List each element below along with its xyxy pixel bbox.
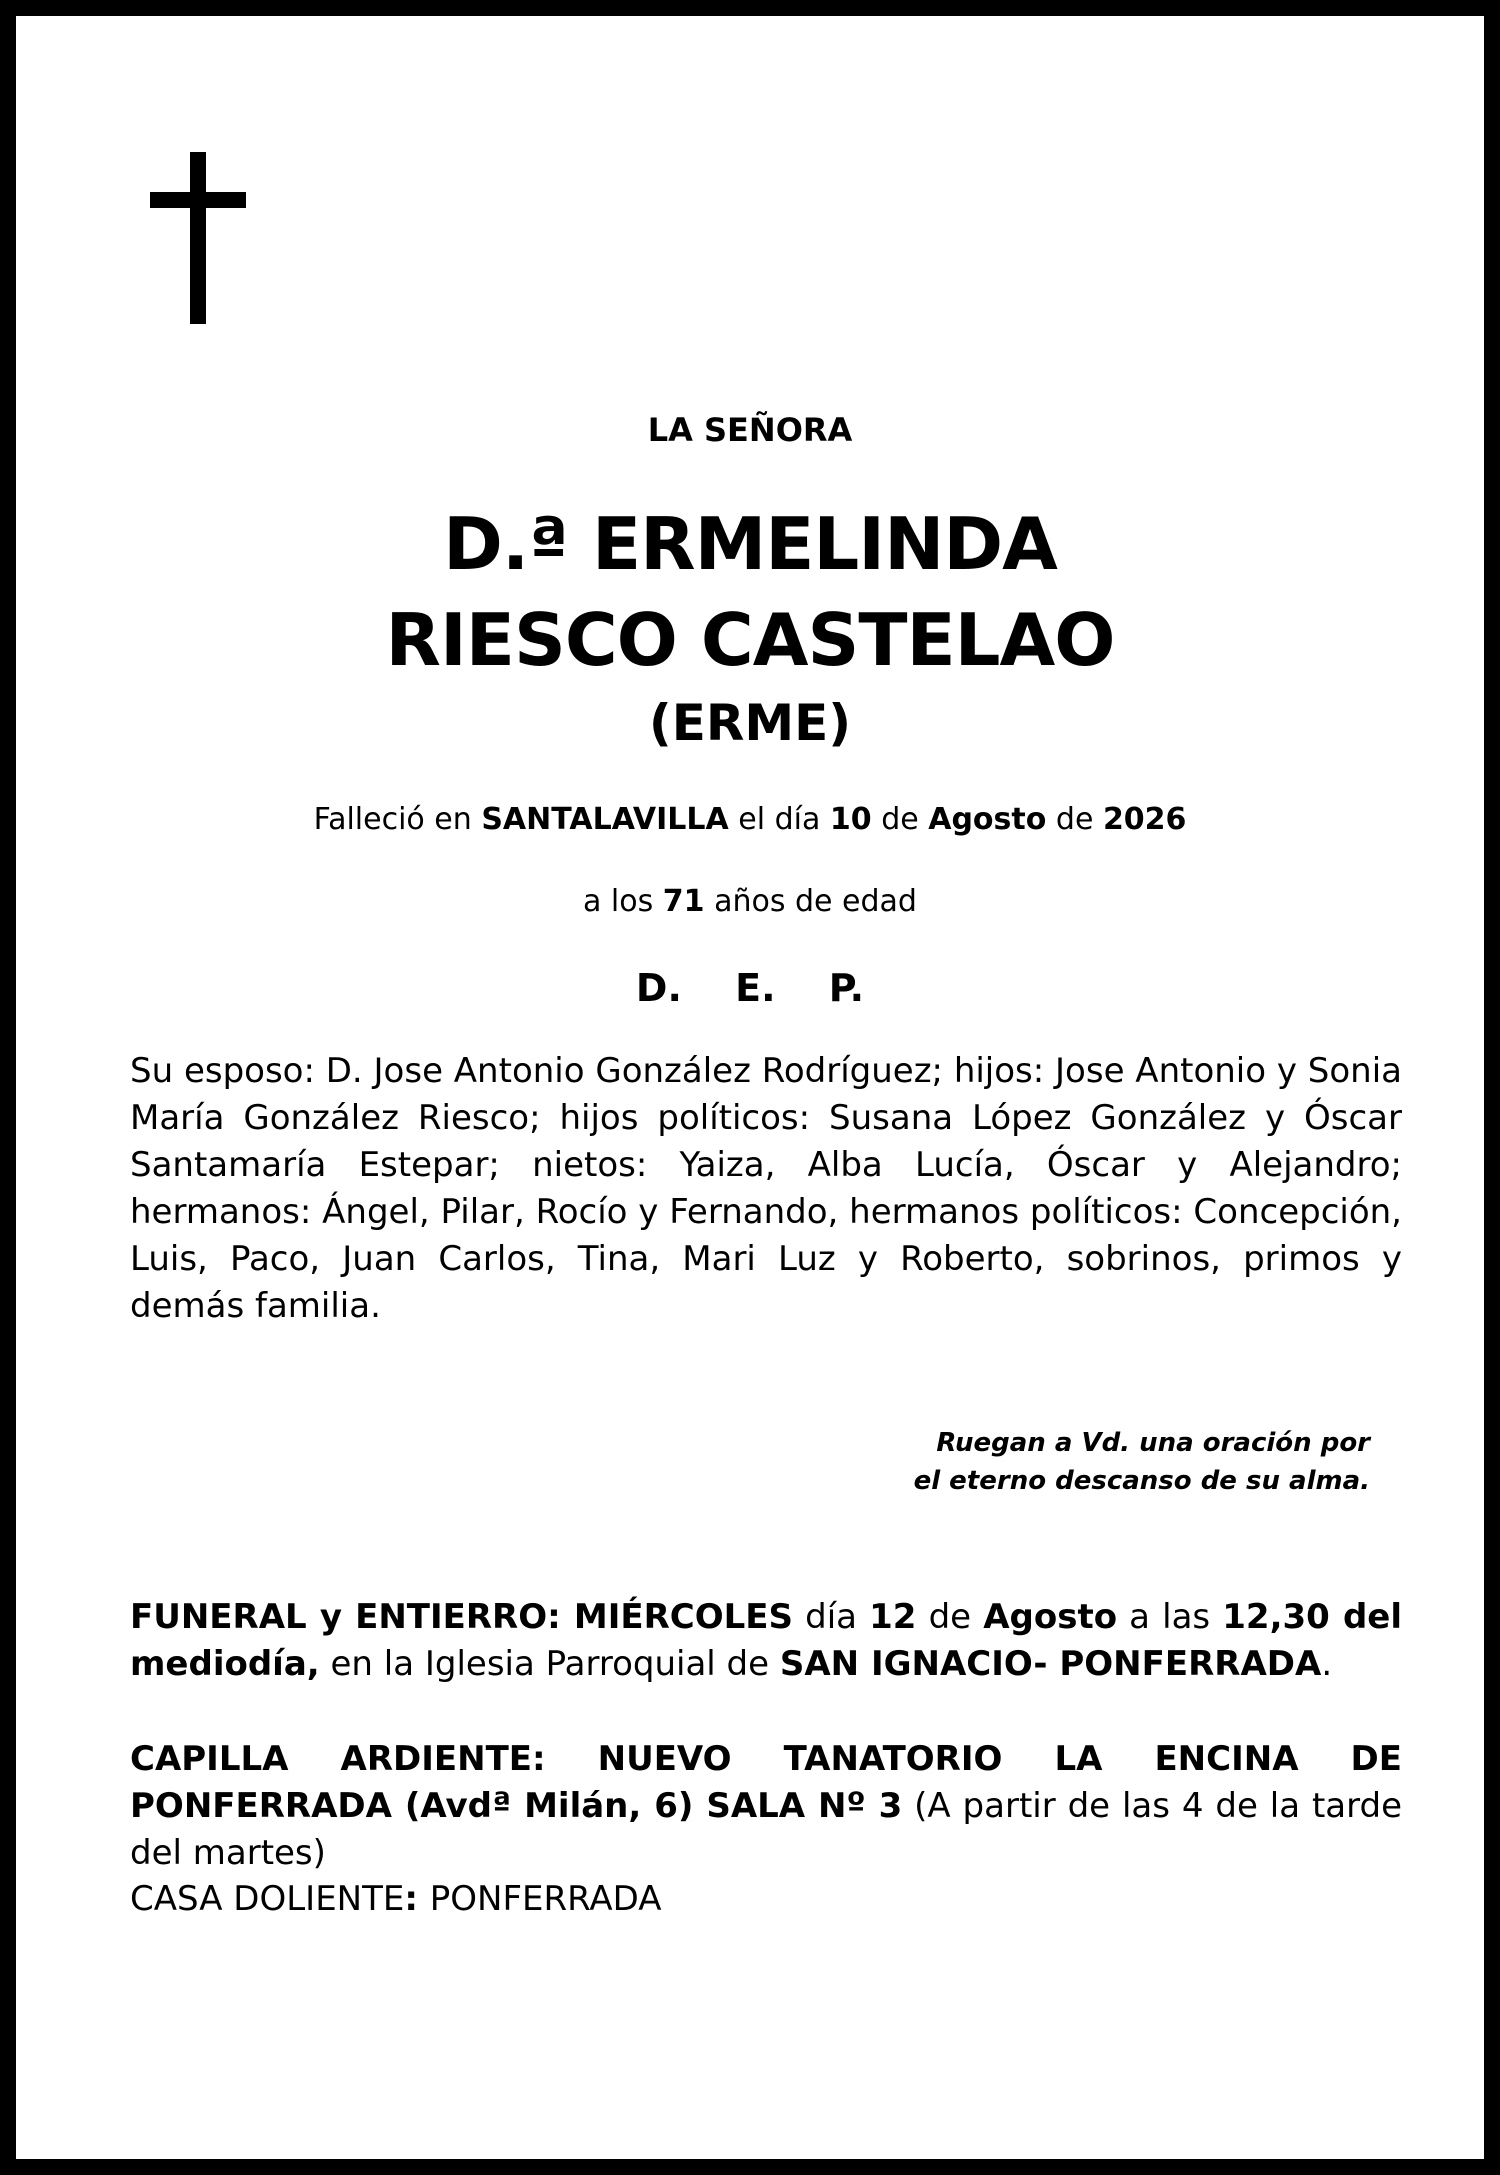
death-statement: [16, 802, 1484, 837]
house-place: PONFERRADA: [429, 1879, 662, 1919]
deceased-alias: (ERME): [648, 694, 852, 752]
name-line-2: RIESCO CASTELAO: [385, 598, 1115, 682]
chapel-details: [130, 1736, 1402, 1877]
funeral-church: SAN IGNACIO- PONFERRADA: [779, 1644, 1322, 1684]
funeral-text: día: [793, 1597, 870, 1637]
funeral-text: en la Iglesia Parroquial de: [319, 1644, 780, 1684]
funeral-time: 12,30 del mediodía,: [130, 1597, 1402, 1684]
death-text: el día: [728, 802, 830, 837]
funeral-text: .: [1321, 1644, 1333, 1684]
death-text: de: [871, 802, 929, 837]
name-line-1: D.ª ERMELINDA: [443, 502, 1057, 586]
funeral-text: de: [916, 1597, 984, 1637]
intro-title: LA SEÑORA: [647, 411, 853, 449]
prayer-line-2: el eterno descanso de su alma.: [913, 1466, 1370, 1496]
death-year: 2026: [1102, 802, 1187, 837]
funeral-text: a las: [1117, 1597, 1223, 1637]
death-text: de: [1046, 802, 1103, 837]
death-day: 10: [829, 802, 872, 837]
cross-icon: [150, 152, 246, 324]
house-label: CASA DOLIENTE: [130, 1879, 405, 1919]
rip-abbreviation: D. E. P.: [635, 966, 865, 1010]
chapel-label: CAPILLA ARDIENTE: [130, 1739, 532, 1779]
chapel-place: NUEVO TANATORIO LA ENCINA DE PONFERRADA (Avdª Milán, 6) SALA Nº 3: [130, 1739, 1402, 1826]
funeral-month: Agosto: [983, 1597, 1118, 1637]
prayer-request: [914, 1424, 1370, 1500]
house-colon: :: [404, 1879, 430, 1919]
funeral-details: [130, 1594, 1402, 1688]
funeral-label: FUNERAL y ENTIERRO: MIÉRCOLES: [130, 1597, 794, 1637]
chapel-note: (A partir de las 4 de la tarde del martes): [130, 1786, 1403, 1873]
prayer-line-1: Ruegan a Vd. una oración por: [936, 1428, 1370, 1458]
age-text: años de edad: [704, 884, 917, 919]
age-years: 71: [662, 884, 705, 919]
family-paragraph: Su esposo: D. Jose Antonio González Rodríguez; hijos: Jose Antonio y Sonia María González Riesco; hijos políticos: Susana López González y Óscar Santamaría Estepar; nietos: Yaiza, Alba Lucía, Óscar y Alejandro; hermanos: Ángel, Pilar, Rocío y Fernando, hermanos políticos: Concepción, Luis, Paco, Juan Carlos, Tina, Mari Luz y Roberto, sobrinos, primos y demás familia.: [130, 1051, 1402, 1326]
funeral-day: 12: [869, 1597, 917, 1637]
age-text: a los: [583, 884, 663, 919]
death-text: Falleció en: [313, 802, 482, 837]
age-statement: [16, 884, 1484, 919]
deceased-name: [16, 496, 1484, 688]
death-place: SANTALAVILLA: [481, 802, 729, 837]
chapel-colon: :: [531, 1739, 598, 1779]
death-month: Agosto: [928, 802, 1047, 837]
mourning-house: [130, 1876, 1402, 1923]
